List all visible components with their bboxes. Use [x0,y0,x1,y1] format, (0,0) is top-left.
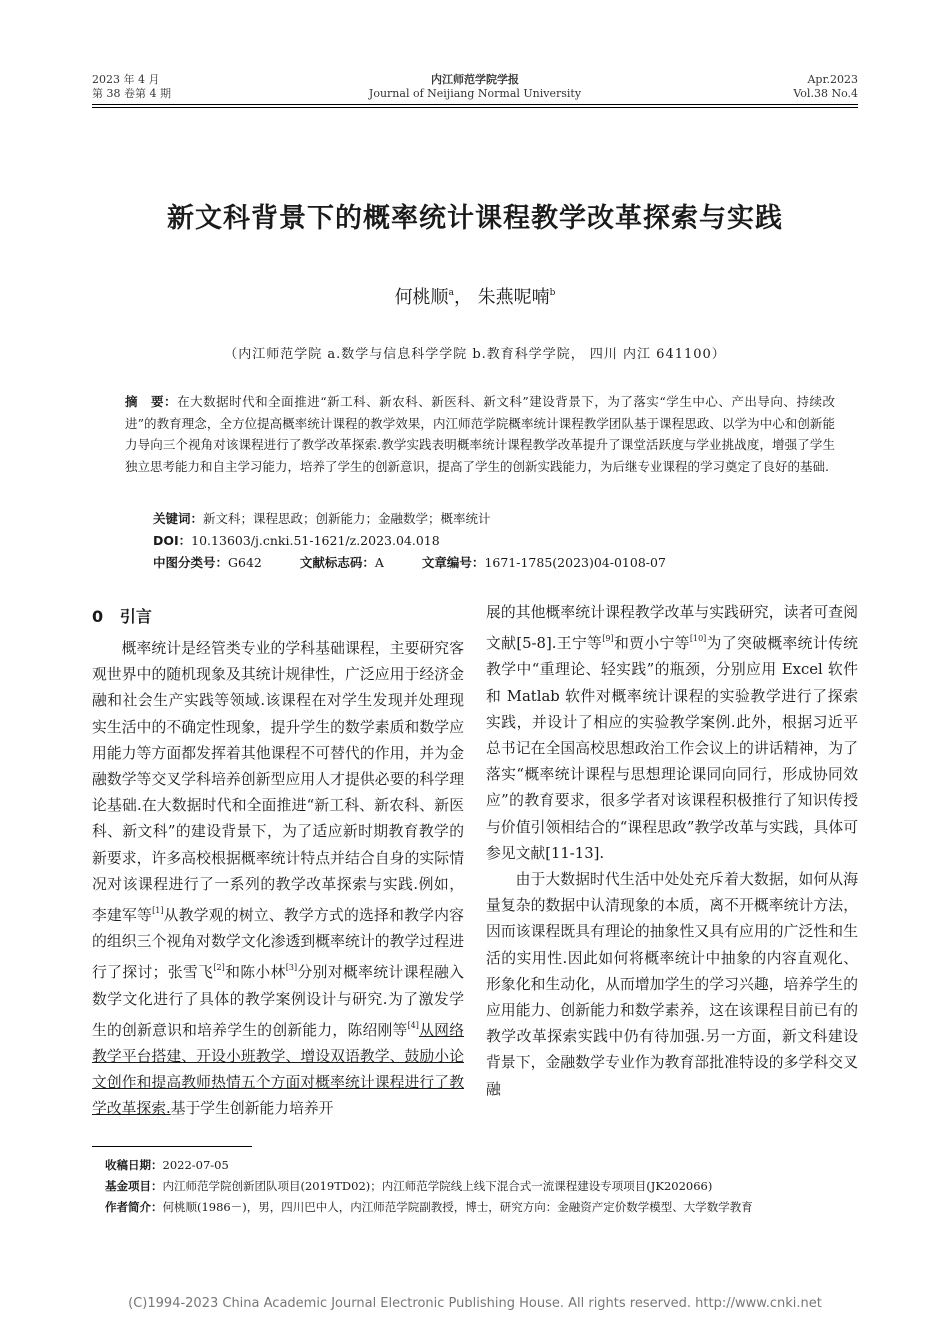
text-run: 和贾小宁等 [613,635,690,653]
abstract-label: 摘 要： [125,394,178,409]
keywords-text: 新文科；课程思政；创新能力；金融数学；概率统计 [203,511,491,526]
body-column-left [92,636,464,1123]
citation: [2] [213,963,225,973]
doc-code-value: A [374,555,384,570]
section-heading [92,604,152,627]
article-title: 新文科背景下的概率统计课程教学改革探索与实践 [167,203,783,234]
header-date-en: Apr.2023 [807,73,858,86]
author-line [60,283,890,309]
body-column-right [486,600,858,1103]
copyright-notice: (C)1994-2023 China Academic Journal Electronic Publishing House. All rights reserved. http://www.cnki.net [128,1296,822,1311]
journal-name-en: Journal of Neijiang Normal University [368,87,582,100]
article-number-label: 文章编号： [421,555,485,570]
received-label: 收稿日期： [105,1158,163,1172]
text-run: 基于学生创新能力培养开 [170,1100,334,1118]
text-run: 和陈小林 [224,964,286,982]
author-1-affil-mark: a [448,288,454,298]
clc-value: G642 [228,555,262,570]
citation: [10] [689,634,707,644]
author-separator: ， [453,287,472,308]
citation: [4] [407,1020,419,1030]
text-run: 为了突破概率统计传统教学中“重理论、轻实践”的瓶颈，分别应用 Excel 软件和 Matlab 软件对概率统计课程的实验教学进行了探索实践，并设计了相应的实验教学案例.此外，根据习近平总书记在全国高校思想政治工作会议上的讲话精神，为了落实“概率统计课程与思想理论课同向同行，形成协同效应”的教育要求，很多学者对该课程积极推行了知识传授与价值引领相结合的“课程思政”教学改革与实践，具体可参见文献[11-13]. [486,635,858,862]
bio-label: 作者简介： [105,1200,163,1214]
paragraph [92,636,464,1123]
text-run: 从网络教学平台搭建、开设小班教学、增设双语教学、鼓励小论文创作和提高教师热情五个方面对概率统计课程进行了教学改革探索. [92,1021,464,1118]
text-run: 分别对概率统计课程融入数学文化进行了具体的教学案例设计与研究.为了激发学生的创新意识和培养学生的创新能力，陈绍刚等 [92,964,464,1039]
header-date: 2023 年 4 月 [92,73,160,86]
paragraph: 由于大数据时代生活中处处充斥着大数据，如何从海量复杂的数据中认清现象的本质，离不开概率统计方法，因而该课程既具有理论的抽象性又具有应用的广泛性和生活的实用性.因此如何将概率统计中抽象的内容直观化、形象化和生动化，从而增加学生的学习兴趣，培养学生的应用能力、创新能力和数学素养，这在该课程目前已有的教学改革探索实践中仍有待加强.另一方面，新文科建设背景下，金融数学专业作为教育部批准特设的多学科交叉融 [486,871,858,1098]
bio-text: 何桃顺(1986－)，男，四川巴中人，内江师范学院副教授，博士，研究方向：金融资产定价数学模型、大学数学教育 [162,1200,753,1214]
doi-label: DOI： [153,533,192,548]
fund-text: 内江师范学院创新团队项目(2019TD02)；内江师范学院线上线下混合式一流课程建设专项项目(JK202066) [162,1179,713,1193]
doc-code-label: 文献标志码： [299,555,375,570]
footnote-bio [105,1200,865,1214]
text-run: 从教学观的树立、教学方式的选择和教学内容的组织三个视角对数学文化渗透到概率统计的教学过程进行了探讨；张雪飞 [92,907,464,982]
keywords-label: 关键词： [153,511,204,526]
fund-label: 基金项目： [105,1179,163,1193]
journal-name-cn: 内江师范学院学报 [431,73,519,86]
header-volume: 第 38 卷第 4 期 [92,87,171,100]
footnote-rule [92,1146,252,1147]
section-number: 0 [92,607,104,626]
footnote-fund [105,1179,865,1193]
footnote-received [105,1158,865,1172]
header-volume-en: Vol.38 No.4 [793,87,858,100]
classification [153,554,843,572]
citation: [9] [602,634,614,644]
header-rule [92,104,858,108]
issue-date-cn [92,73,171,101]
author-2: 朱燕呢喃 [477,287,550,308]
citation: [1] [152,906,164,916]
issue-date-en [793,73,858,101]
affiliation: （内江师范学院 a.数学与信息科学学院 b.教育科学学院， 四川 内江 641100） [224,347,726,362]
received-date: 2022-07-05 [162,1158,229,1172]
article-number-value: 1671-1785(2023)04-0108-07 [484,555,666,570]
citation: [3] [285,963,298,973]
doi-text: 10.13603/j.cnki.51-1621/z.2023.04.018 [191,533,440,548]
clc-label: 中图分类号： [153,555,229,570]
doi [153,532,843,550]
abstract [125,391,835,477]
text-run: 概率统计是经管类专业的学科基础课程，主要研究客观世界中的随机现象及其统计规律性，广泛应用于经济金融和社会生产实践等领域.该课程在对学生发现并处理现实生活中的不确定性现象，提升学生的数学素质和数学应用能力等方面都发挥着其他课程不可替代的作用，并为金融数学等交叉学科培养创新型应用人才提供必要的科学理论基础.在大数据时代和全面推进“新工科、新农科、新医科、新文科”的建设背景下，为了适应新时期教育教学的新要求，许多高校根据概率统计特点并结合自身的实际情况对该课程进行了一系列的教学改革探索与实践.例如，李建军等 [92,640,464,925]
section-title: 引言 [119,607,152,626]
author-1: 何桃顺 [394,287,449,308]
text-run: 展的其他概率统计课程教学改革与实践研究，读者可查阅文献[5-8].王宁等 [486,604,858,653]
journal-name [300,73,650,101]
author-2-affil-mark: b [549,288,556,298]
paragraph [486,600,858,867]
keywords [153,510,843,528]
abstract-text: 在大数据时代和全面推进“新工科、新农科、新医科、新文科”建设背景下，为了落实“学生中心、产出导向、持续改进”的教育理念，全方位提高概率统计课程的教学效果，内江师范学院概率统计课程教学团队基于课程思政、以学为中心和创新能力导向三个视角对该课程进行了教学改革探索.教学实践表明概率统计课程教学改革提升了课堂活跃度与学业挑战度，增强了学生独立思考能力和自主学习能力，培养了学生的创新意识，提高了学生的创新实践能力，为后继专业课程的学习奠定了良好的基础. [125,394,835,474]
